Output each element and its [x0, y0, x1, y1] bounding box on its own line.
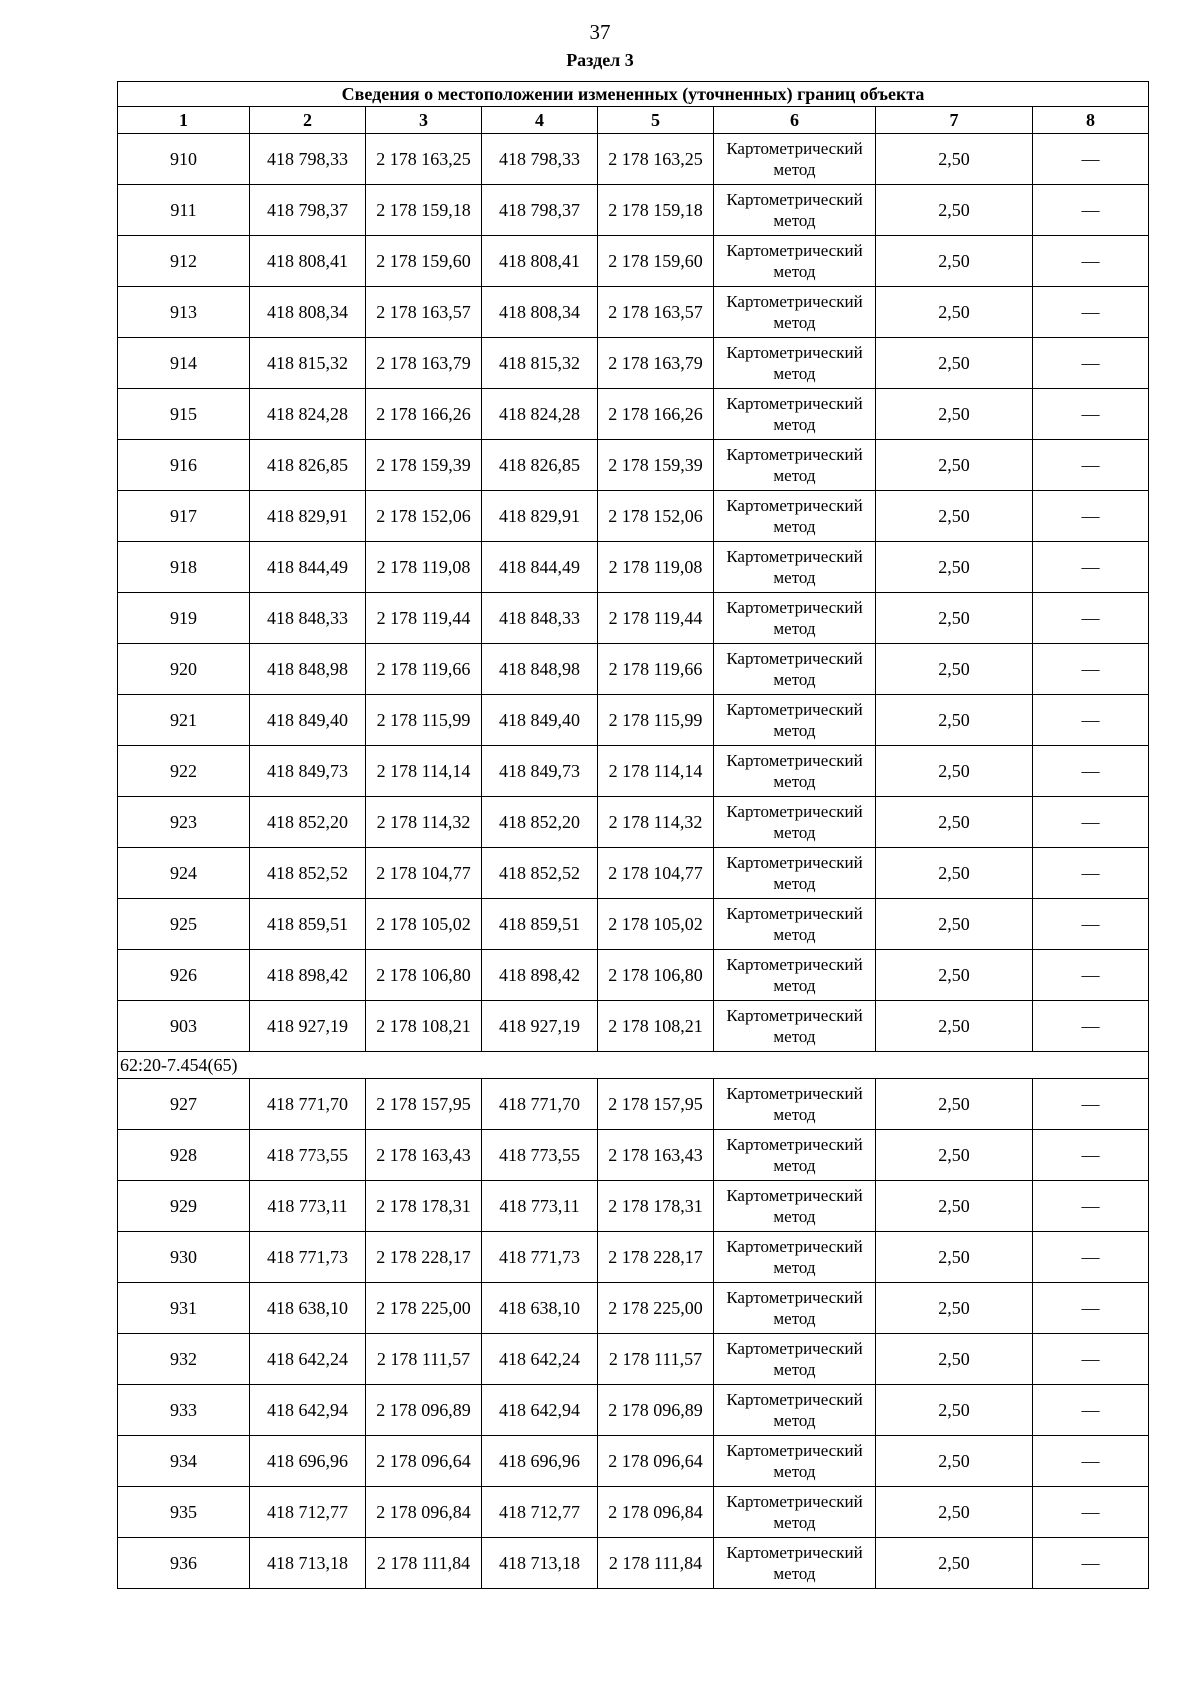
column-header-2: 2	[250, 107, 366, 134]
cell-y-old: 2 178 163,79	[366, 338, 482, 389]
cell-method: Картометрический метод	[714, 695, 876, 746]
cell-method: Картометрический метод	[714, 185, 876, 236]
cell-x-new: 418 771,70	[482, 1079, 598, 1130]
table-row	[118, 542, 1149, 593]
cell-method: Картометрический метод	[714, 287, 876, 338]
cell-x-new: 418 852,52	[482, 848, 598, 899]
cell-description: —	[1033, 338, 1149, 389]
page-number: 37	[589, 20, 611, 44]
cell-description: —	[1033, 1232, 1149, 1283]
cell-x-old: 418 852,52	[250, 848, 366, 899]
table-caption: Сведения о местоположении измененных (уточненных) границ объекта	[118, 82, 1149, 107]
cell-description: —	[1033, 1436, 1149, 1487]
cell-method: Картометрический метод	[714, 1487, 876, 1538]
cell-x-old: 418 849,40	[250, 695, 366, 746]
cell-y-new: 2 178 096,84	[598, 1487, 714, 1538]
cell-accuracy: 2,50	[876, 746, 1033, 797]
cell-description: —	[1033, 287, 1149, 338]
cell-x-new: 418 848,33	[482, 593, 598, 644]
cell-x-new: 418 844,49	[482, 542, 598, 593]
cell-description: —	[1033, 1130, 1149, 1181]
cell-point-number: 921	[118, 695, 250, 746]
cell-method: Картометрический метод	[714, 1283, 876, 1334]
cell-accuracy: 2,50	[876, 1385, 1033, 1436]
table-row	[118, 389, 1149, 440]
cell-y-new: 2 178 119,44	[598, 593, 714, 644]
boundary-coordinates-table	[117, 81, 1149, 1589]
cell-y-new: 2 178 105,02	[598, 899, 714, 950]
column-header-row	[118, 107, 1149, 134]
cell-y-new: 2 178 114,14	[598, 746, 714, 797]
cell-y-new: 2 178 115,99	[598, 695, 714, 746]
cell-y-new: 2 178 111,84	[598, 1538, 714, 1589]
table-row	[118, 848, 1149, 899]
cell-y-old: 2 178 106,80	[366, 950, 482, 1001]
cell-method: Картометрический метод	[714, 1436, 876, 1487]
table-row	[118, 593, 1149, 644]
table-row	[118, 899, 1149, 950]
cell-method: Картометрический метод	[714, 899, 876, 950]
cell-y-old: 2 178 096,64	[366, 1436, 482, 1487]
cell-y-old: 2 178 159,60	[366, 236, 482, 287]
cell-method: Картометрический метод	[714, 1130, 876, 1181]
cell-description: —	[1033, 185, 1149, 236]
cell-point-number: 930	[118, 1232, 250, 1283]
cell-point-number: 925	[118, 899, 250, 950]
cell-y-old: 2 178 105,02	[366, 899, 482, 950]
cell-accuracy: 2,50	[876, 287, 1033, 338]
cell-x-new: 418 773,55	[482, 1130, 598, 1181]
cell-point-number: 934	[118, 1436, 250, 1487]
cell-accuracy: 2,50	[876, 593, 1033, 644]
table-row	[118, 1385, 1149, 1436]
cell-y-old: 2 178 104,77	[366, 848, 482, 899]
cell-x-new: 418 849,40	[482, 695, 598, 746]
column-header-1: 1	[118, 107, 250, 134]
cell-y-new: 2 178 225,00	[598, 1283, 714, 1334]
cell-method: Картометрический метод	[714, 1001, 876, 1052]
cell-accuracy: 2,50	[876, 134, 1033, 185]
cell-accuracy: 2,50	[876, 440, 1033, 491]
cell-y-old: 2 178 114,14	[366, 746, 482, 797]
cell-point-number: 922	[118, 746, 250, 797]
cell-description: —	[1033, 1079, 1149, 1130]
table-row	[118, 1001, 1149, 1052]
column-header-3: 3	[366, 107, 482, 134]
cell-y-new: 2 178 111,57	[598, 1334, 714, 1385]
table-row	[118, 1079, 1149, 1130]
cell-accuracy: 2,50	[876, 1487, 1033, 1538]
cell-description: —	[1033, 899, 1149, 950]
cell-x-old: 418 808,34	[250, 287, 366, 338]
cell-y-old: 2 178 163,57	[366, 287, 482, 338]
cell-x-new: 418 771,73	[482, 1232, 598, 1283]
cell-y-old: 2 178 152,06	[366, 491, 482, 542]
cell-description: —	[1033, 950, 1149, 1001]
cell-point-number: 929	[118, 1181, 250, 1232]
cell-x-old: 418 927,19	[250, 1001, 366, 1052]
cell-description: —	[1033, 1538, 1149, 1589]
cell-x-new: 418 642,24	[482, 1334, 598, 1385]
cell-x-new: 418 815,32	[482, 338, 598, 389]
cell-point-number: 923	[118, 797, 250, 848]
cell-description: —	[1033, 593, 1149, 644]
table-row	[118, 440, 1149, 491]
cell-x-old: 418 815,32	[250, 338, 366, 389]
cell-point-number: 914	[118, 338, 250, 389]
cell-y-new: 2 178 163,57	[598, 287, 714, 338]
cell-y-old: 2 178 108,21	[366, 1001, 482, 1052]
cell-point-number: 931	[118, 1283, 250, 1334]
cell-point-number: 913	[118, 287, 250, 338]
cell-y-old: 2 178 166,26	[366, 389, 482, 440]
cell-point-number: 919	[118, 593, 250, 644]
cell-accuracy: 2,50	[876, 899, 1033, 950]
cell-x-new: 418 798,37	[482, 185, 598, 236]
cell-y-new: 2 178 114,32	[598, 797, 714, 848]
cell-y-old: 2 178 163,43	[366, 1130, 482, 1181]
cell-x-old: 418 798,37	[250, 185, 366, 236]
cell-accuracy: 2,50	[876, 950, 1033, 1001]
cell-method: Картометрический метод	[714, 440, 876, 491]
cell-accuracy: 2,50	[876, 1079, 1033, 1130]
cell-x-new: 418 696,96	[482, 1436, 598, 1487]
cell-method: Картометрический метод	[714, 593, 876, 644]
cell-method: Картометрический метод	[714, 950, 876, 1001]
table-row	[118, 491, 1149, 542]
cell-method: Картометрический метод	[714, 1232, 876, 1283]
cell-y-new: 2 178 163,79	[598, 338, 714, 389]
cell-description: —	[1033, 1487, 1149, 1538]
cell-point-number: 903	[118, 1001, 250, 1052]
cell-description: —	[1033, 236, 1149, 287]
cell-accuracy: 2,50	[876, 1538, 1033, 1589]
cell-y-new: 2 178 106,80	[598, 950, 714, 1001]
cell-y-old: 2 178 228,17	[366, 1232, 482, 1283]
table-row	[118, 134, 1149, 185]
cell-point-number: 935	[118, 1487, 250, 1538]
cell-y-new: 2 178 159,60	[598, 236, 714, 287]
cell-y-new: 2 178 108,21	[598, 1001, 714, 1052]
cell-accuracy: 2,50	[876, 338, 1033, 389]
table-row	[118, 1334, 1149, 1385]
cell-accuracy: 2,50	[876, 1232, 1033, 1283]
cell-description: —	[1033, 1181, 1149, 1232]
cell-x-old: 418 773,55	[250, 1130, 366, 1181]
cell-method: Картометрический метод	[714, 1385, 876, 1436]
table-row	[118, 1538, 1149, 1589]
table-row	[118, 1487, 1149, 1538]
cell-point-number: 927	[118, 1079, 250, 1130]
cell-x-old: 418 642,24	[250, 1334, 366, 1385]
cell-description: —	[1033, 440, 1149, 491]
cell-point-number: 911	[118, 185, 250, 236]
cell-y-old: 2 178 178,31	[366, 1181, 482, 1232]
cell-point-number: 918	[118, 542, 250, 593]
cell-y-old: 2 178 159,39	[366, 440, 482, 491]
cell-method: Картометрический метод	[714, 1079, 876, 1130]
cell-method: Картометрический метод	[714, 1181, 876, 1232]
cell-x-old: 418 808,41	[250, 236, 366, 287]
cell-x-old: 418 859,51	[250, 899, 366, 950]
group-row	[118, 1052, 1149, 1079]
cell-description: —	[1033, 389, 1149, 440]
cell-accuracy: 2,50	[876, 1181, 1033, 1232]
cell-x-new: 418 898,42	[482, 950, 598, 1001]
table-row	[118, 185, 1149, 236]
cell-x-old: 418 798,33	[250, 134, 366, 185]
cell-x-old: 418 849,73	[250, 746, 366, 797]
table-row	[118, 1283, 1149, 1334]
table-row	[118, 236, 1149, 287]
cell-description: —	[1033, 1334, 1149, 1385]
cell-x-old: 418 898,42	[250, 950, 366, 1001]
table-row	[118, 797, 1149, 848]
cell-x-old: 418 771,70	[250, 1079, 366, 1130]
cell-x-new: 418 848,98	[482, 644, 598, 695]
cell-description: —	[1033, 644, 1149, 695]
cell-method: Картометрический метод	[714, 236, 876, 287]
cell-y-new: 2 178 159,39	[598, 440, 714, 491]
cell-y-new: 2 178 166,26	[598, 389, 714, 440]
cell-x-new: 418 859,51	[482, 899, 598, 950]
cell-x-new: 418 638,10	[482, 1283, 598, 1334]
cell-x-old: 418 826,85	[250, 440, 366, 491]
cell-x-old: 418 844,49	[250, 542, 366, 593]
cell-method: Картометрический метод	[714, 797, 876, 848]
cell-point-number: 915	[118, 389, 250, 440]
cell-accuracy: 2,50	[876, 848, 1033, 899]
cell-x-new: 418 773,11	[482, 1181, 598, 1232]
cell-y-old: 2 178 157,95	[366, 1079, 482, 1130]
cell-point-number: 916	[118, 440, 250, 491]
cell-x-old: 418 848,98	[250, 644, 366, 695]
cell-description: —	[1033, 1283, 1149, 1334]
cell-x-new: 418 849,73	[482, 746, 598, 797]
cell-y-old: 2 178 119,66	[366, 644, 482, 695]
table-row	[118, 338, 1149, 389]
cell-y-old: 2 178 225,00	[366, 1283, 482, 1334]
cell-accuracy: 2,50	[876, 797, 1033, 848]
cell-y-new: 2 178 163,25	[598, 134, 714, 185]
cell-x-new: 418 713,18	[482, 1538, 598, 1589]
cell-x-old: 418 712,77	[250, 1487, 366, 1538]
cell-point-number: 933	[118, 1385, 250, 1436]
cell-y-old: 2 178 115,99	[366, 695, 482, 746]
column-header-8: 8	[1033, 107, 1149, 134]
cell-method: Картометрический метод	[714, 491, 876, 542]
cell-x-old: 418 771,73	[250, 1232, 366, 1283]
cell-accuracy: 2,50	[876, 1283, 1033, 1334]
cell-y-new: 2 178 096,64	[598, 1436, 714, 1487]
cell-x-new: 418 798,33	[482, 134, 598, 185]
cell-y-new: 2 178 159,18	[598, 185, 714, 236]
cell-y-old: 2 178 114,32	[366, 797, 482, 848]
cell-method: Картометрический метод	[714, 338, 876, 389]
cell-description: —	[1033, 797, 1149, 848]
table-row	[118, 1436, 1149, 1487]
cell-y-old: 2 178 096,89	[366, 1385, 482, 1436]
table-row	[118, 1232, 1149, 1283]
cell-y-old: 2 178 111,84	[366, 1538, 482, 1589]
cell-y-old: 2 178 096,84	[366, 1487, 482, 1538]
cell-description: —	[1033, 695, 1149, 746]
cell-x-old: 418 852,20	[250, 797, 366, 848]
cell-x-new: 418 642,94	[482, 1385, 598, 1436]
cell-point-number: 936	[118, 1538, 250, 1589]
cell-accuracy: 2,50	[876, 389, 1033, 440]
cell-accuracy: 2,50	[876, 1130, 1033, 1181]
cell-method: Картометрический метод	[714, 1538, 876, 1589]
cell-point-number: 912	[118, 236, 250, 287]
cell-description: —	[1033, 134, 1149, 185]
cell-y-new: 2 178 228,17	[598, 1232, 714, 1283]
cell-description: —	[1033, 1385, 1149, 1436]
cell-x-new: 418 826,85	[482, 440, 598, 491]
cell-y-new: 2 178 096,89	[598, 1385, 714, 1436]
cell-method: Картометрический метод	[714, 134, 876, 185]
cell-x-old: 418 696,96	[250, 1436, 366, 1487]
column-header-4: 4	[482, 107, 598, 134]
cell-accuracy: 2,50	[876, 185, 1033, 236]
cell-x-old: 418 773,11	[250, 1181, 366, 1232]
cell-y-new: 2 178 157,95	[598, 1079, 714, 1130]
table-row	[118, 746, 1149, 797]
table-row	[118, 1181, 1149, 1232]
cell-accuracy: 2,50	[876, 1334, 1033, 1385]
cell-x-new: 418 808,41	[482, 236, 598, 287]
cell-accuracy: 2,50	[876, 1001, 1033, 1052]
cell-point-number: 917	[118, 491, 250, 542]
column-header-5: 5	[598, 107, 714, 134]
cell-accuracy: 2,50	[876, 1436, 1033, 1487]
cell-y-new: 2 178 163,43	[598, 1130, 714, 1181]
section-title: Раздел 3	[566, 50, 634, 70]
cell-accuracy: 2,50	[876, 695, 1033, 746]
cell-y-old: 2 178 119,08	[366, 542, 482, 593]
cell-point-number: 924	[118, 848, 250, 899]
cell-x-new: 418 829,91	[482, 491, 598, 542]
cell-x-old: 418 638,10	[250, 1283, 366, 1334]
cell-method: Картометрический метод	[714, 848, 876, 899]
cell-accuracy: 2,50	[876, 236, 1033, 287]
table-row	[118, 644, 1149, 695]
cell-y-old: 2 178 159,18	[366, 185, 482, 236]
cell-point-number: 926	[118, 950, 250, 1001]
cell-y-new: 2 178 119,08	[598, 542, 714, 593]
cell-y-new: 2 178 104,77	[598, 848, 714, 899]
cell-x-new: 418 712,77	[482, 1487, 598, 1538]
table-row	[118, 695, 1149, 746]
cell-point-number: 928	[118, 1130, 250, 1181]
cell-method: Картометрический метод	[714, 746, 876, 797]
cell-y-old: 2 178 111,57	[366, 1334, 482, 1385]
cell-accuracy: 2,50	[876, 644, 1033, 695]
cell-point-number: 910	[118, 134, 250, 185]
cell-x-new: 418 808,34	[482, 287, 598, 338]
cell-method: Картометрический метод	[714, 389, 876, 440]
cell-accuracy: 2,50	[876, 542, 1033, 593]
cell-x-old: 418 829,91	[250, 491, 366, 542]
table-body	[118, 134, 1149, 1589]
cell-method: Картометрический метод	[714, 1334, 876, 1385]
cell-x-new: 418 927,19	[482, 1001, 598, 1052]
cell-point-number: 920	[118, 644, 250, 695]
table-row	[118, 1130, 1149, 1181]
cell-x-old: 418 824,28	[250, 389, 366, 440]
cell-y-old: 2 178 163,25	[366, 134, 482, 185]
cell-y-old: 2 178 119,44	[366, 593, 482, 644]
cell-accuracy: 2,50	[876, 491, 1033, 542]
column-header-7: 7	[876, 107, 1033, 134]
cell-x-new: 418 824,28	[482, 389, 598, 440]
cell-y-new: 2 178 119,66	[598, 644, 714, 695]
table-row	[118, 287, 1149, 338]
cell-method: Картометрический метод	[714, 542, 876, 593]
group-label: 62:20-7.454(65)	[118, 1052, 1149, 1079]
cell-description: —	[1033, 746, 1149, 797]
cell-description: —	[1033, 848, 1149, 899]
cell-method: Картометрический метод	[714, 644, 876, 695]
cell-y-new: 2 178 152,06	[598, 491, 714, 542]
cell-x-old: 418 642,94	[250, 1385, 366, 1436]
cell-description: —	[1033, 542, 1149, 593]
cell-y-new: 2 178 178,31	[598, 1181, 714, 1232]
cell-x-old: 418 848,33	[250, 593, 366, 644]
cell-x-new: 418 852,20	[482, 797, 598, 848]
cell-x-old: 418 713,18	[250, 1538, 366, 1589]
cell-description: —	[1033, 491, 1149, 542]
cell-point-number: 932	[118, 1334, 250, 1385]
column-header-6: 6	[714, 107, 876, 134]
cell-description: —	[1033, 1001, 1149, 1052]
table-row	[118, 950, 1149, 1001]
